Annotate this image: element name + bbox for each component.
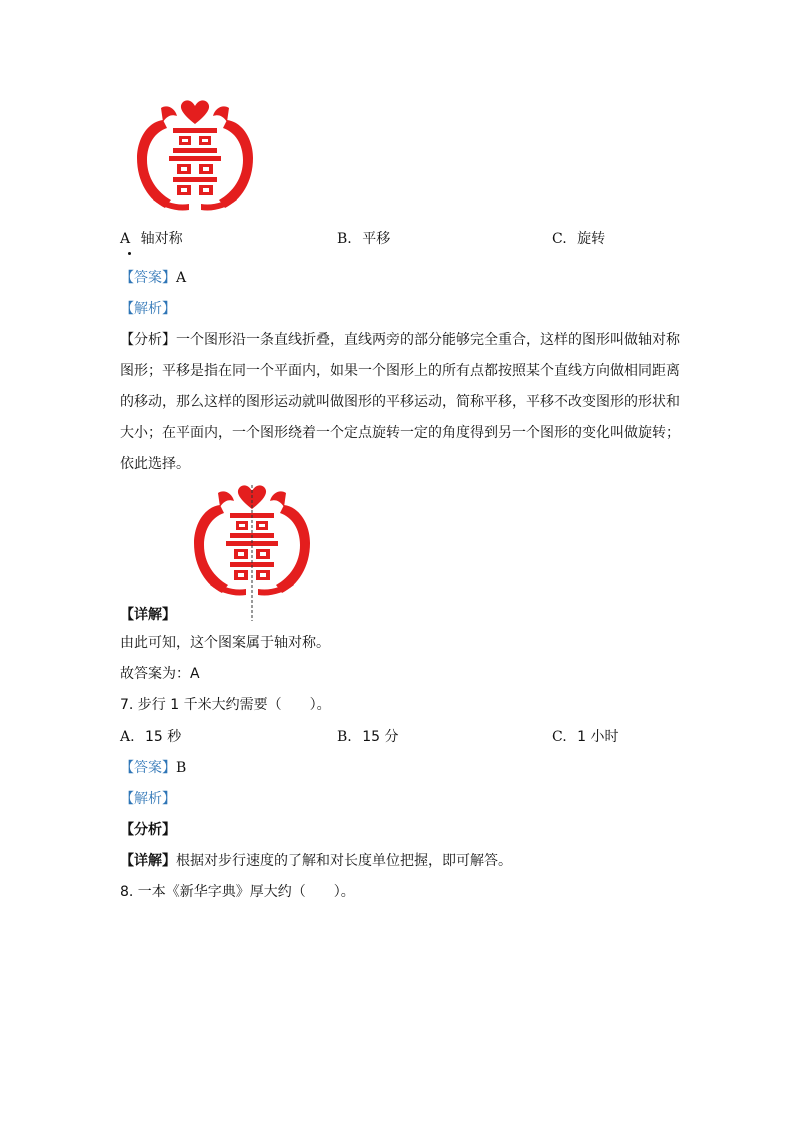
q7-fenxi-tag: 【分析】 — [120, 822, 176, 838]
fenxi-text: 一个图形沿一条直线折叠，直线两旁的部分能够完全重合，这样的图形叫做轴对称图形；平移是指在同一个平面内，如果一个图形上的所有点都按照某个直线方向做相同距离的移动，那么这样的图形运动就叫做图形的平移运动，简称平移，平移不改变图形的形状和大小；在平面内，一个图形绕着一个定点旋转一定的角度得到另一个图形的变化叫做旋转；依此选择。 — [120, 332, 680, 472]
final-answer: 故答案为：A — [120, 666, 200, 682]
q7-answer-tag: 【答案】 — [120, 760, 176, 776]
option-c-text: 旋转 — [577, 231, 606, 247]
q7-detail-text: 根据对步行速度的了解和对长度单位把握，即可解答。 — [176, 853, 512, 869]
option-b — [337, 229, 390, 249]
option-c — [552, 229, 605, 249]
q7-answer-value: B — [176, 760, 187, 776]
q7-detail-tag: 【详解】 — [120, 853, 176, 869]
option-c-label: C. — [552, 231, 567, 247]
answer-line — [120, 268, 186, 288]
q7-option-b — [337, 727, 398, 747]
q7-option-c-text: 1 小时 — [577, 729, 619, 745]
analysis-paragraph — [120, 325, 680, 480]
option-a-text: 轴对称 — [140, 231, 183, 247]
q7-option-b-label: B. — [337, 729, 352, 745]
detail-tag: 【详解】 — [120, 607, 176, 623]
option-b-text: 平移 — [362, 231, 391, 247]
q7-option-a — [120, 727, 181, 747]
dot-mark — [128, 252, 131, 255]
q7-option-c-label: C. — [552, 729, 567, 745]
question-8-stem: 8. 一本《新华字典》厚大约（ ）。 — [120, 884, 355, 900]
answer-tag: 【答案】 — [120, 270, 176, 286]
option-a — [120, 229, 183, 249]
detail-text: 由此可知，这个图案属于轴对称。 — [120, 635, 330, 651]
double-happiness-papercut-image — [133, 100, 257, 216]
double-happiness-symmetry-image — [188, 485, 318, 625]
question-7-stem: 7. 步行 1 千米大约需要（ ）。 — [120, 697, 331, 713]
q7-option-a-label: A. — [120, 729, 135, 745]
option-b-label: B. — [337, 231, 352, 247]
q7-option-a-text: 15 秒 — [145, 729, 182, 745]
answer-value: A — [176, 270, 187, 286]
fenxi-tag: 【分析】 — [120, 332, 176, 348]
q7-answer-line — [120, 758, 186, 778]
analysis-tag: 【解析】 — [120, 301, 176, 317]
q7-detail-line — [120, 851, 512, 871]
q7-option-b-text: 15 分 — [362, 729, 399, 745]
q7-option-c — [552, 727, 618, 747]
q7-analysis-tag: 【解析】 — [120, 791, 176, 807]
option-a-label: A — [120, 231, 131, 247]
